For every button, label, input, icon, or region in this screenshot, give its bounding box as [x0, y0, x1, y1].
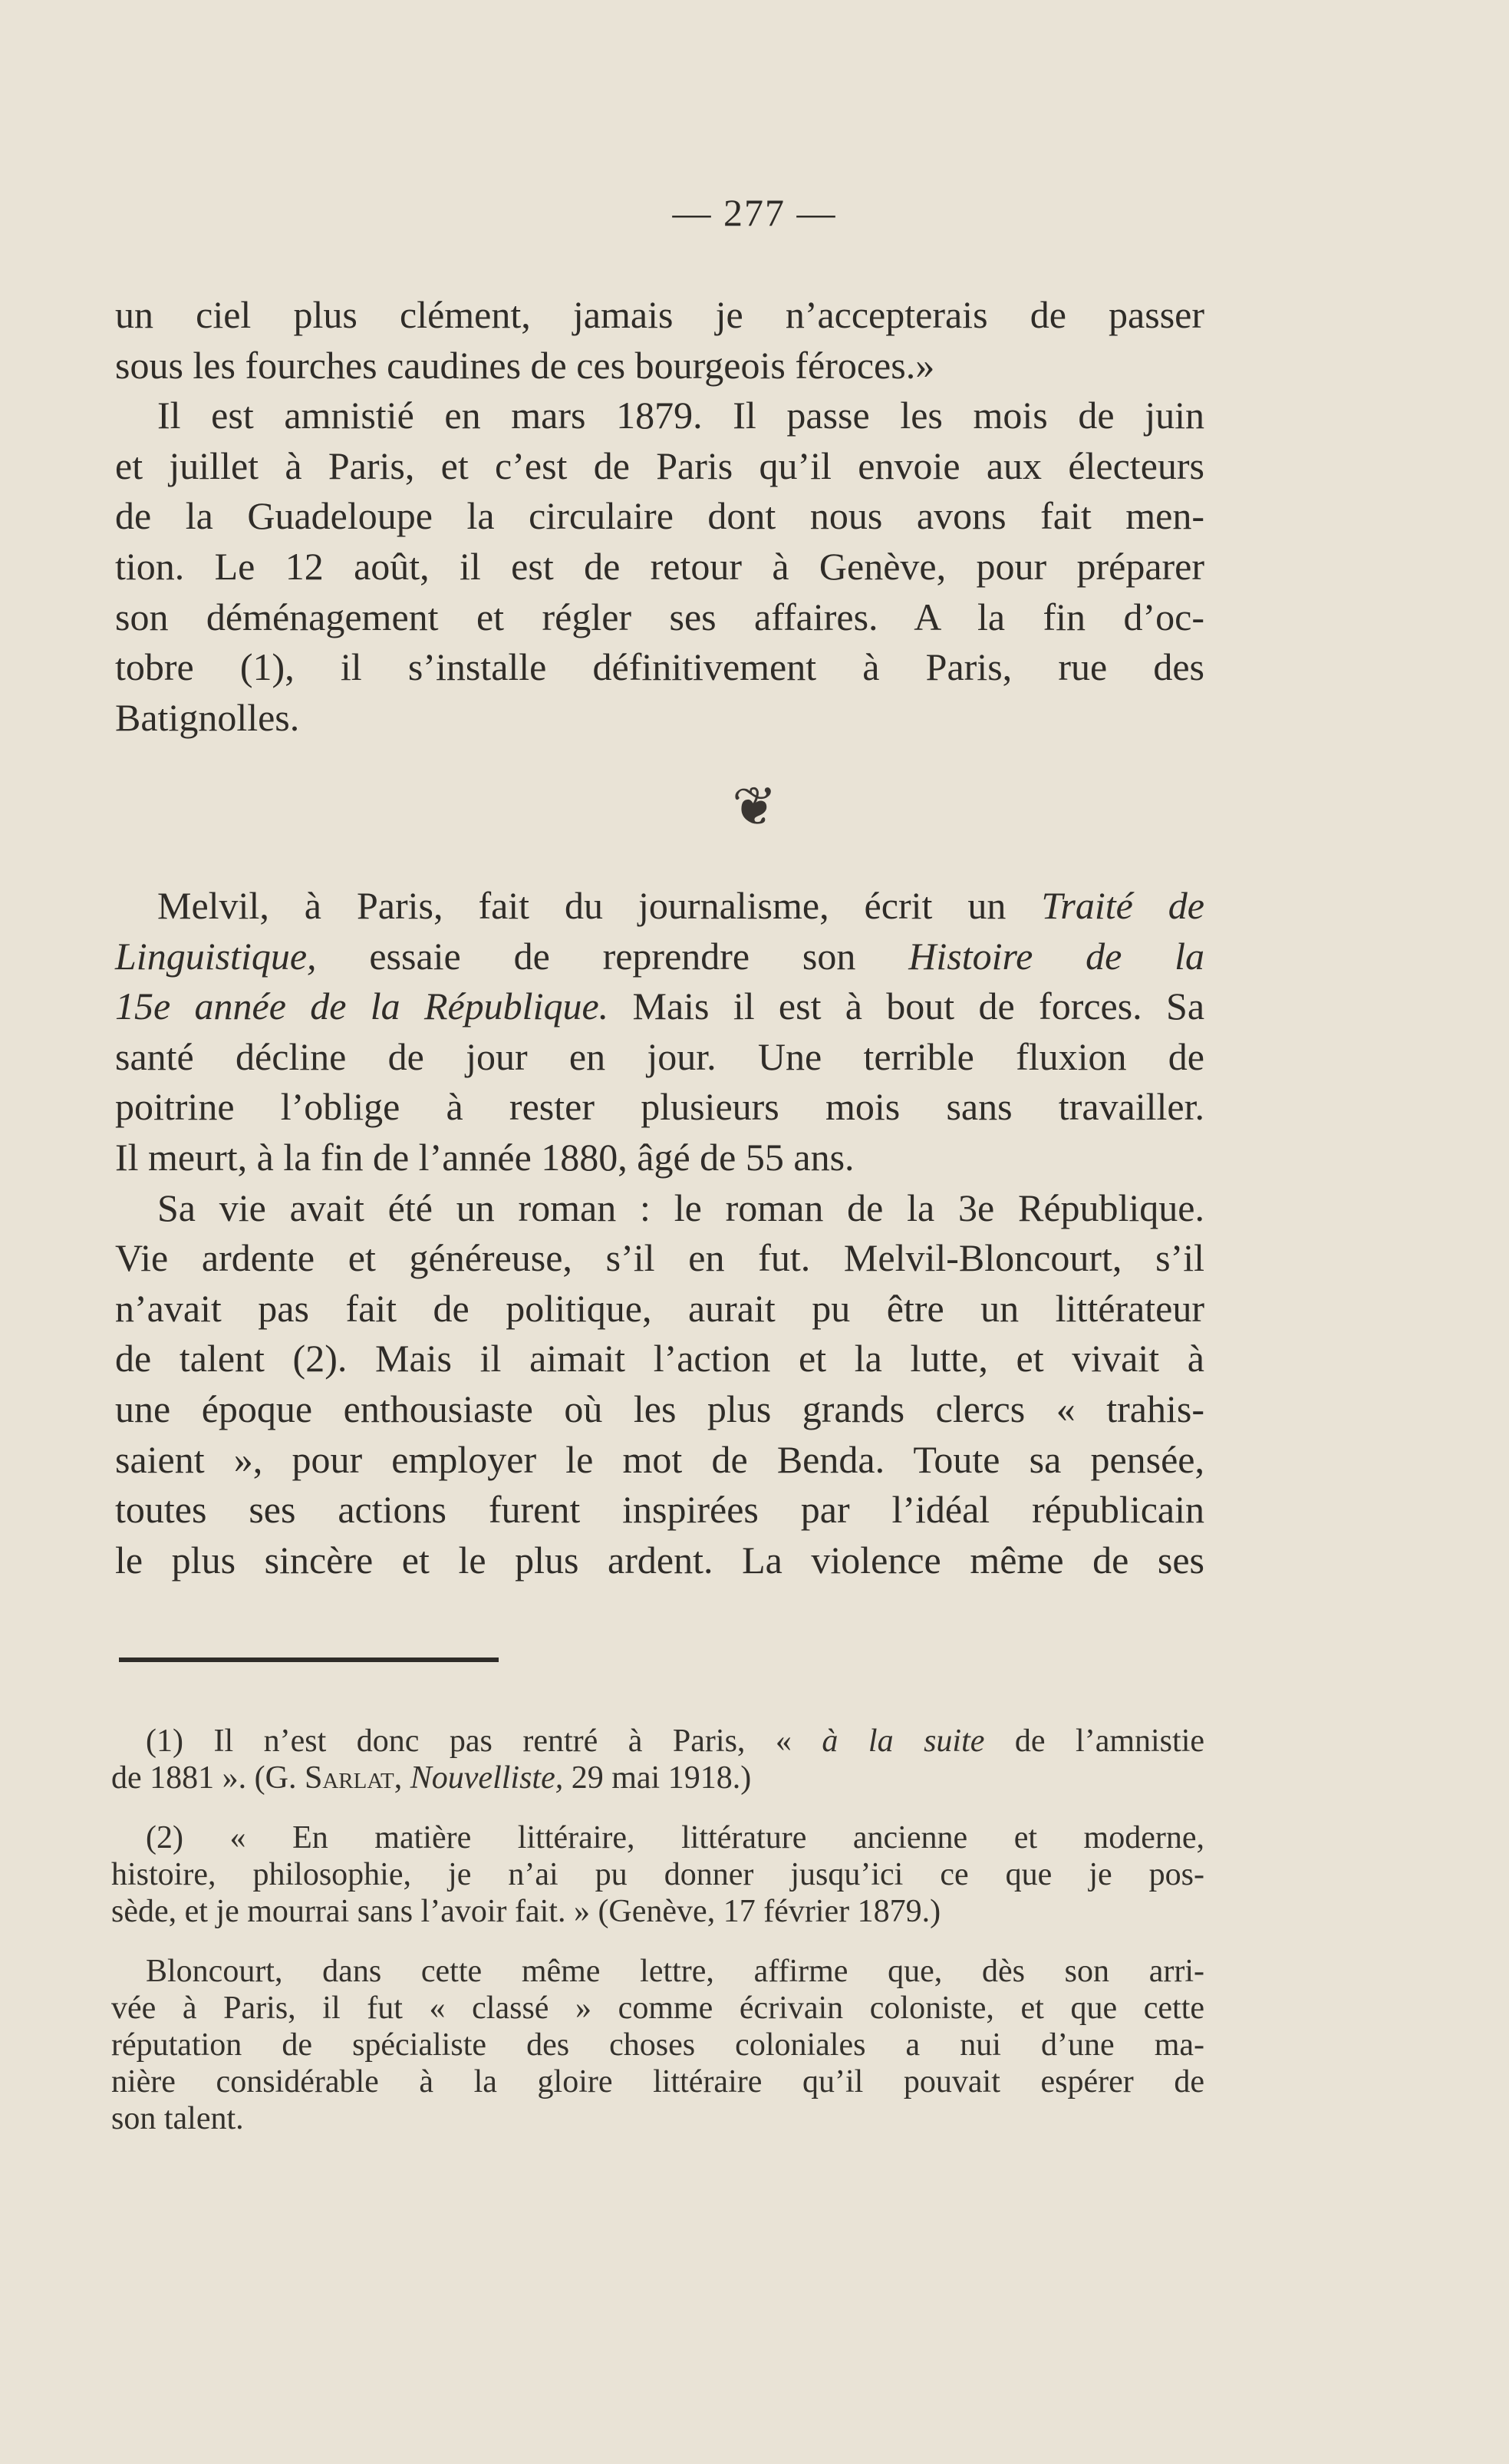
text-line: Bloncourt, dans cette même lettre, affirme que, dès son arri-	[146, 1954, 1204, 1989]
text-line: tion. Le 12 août, il est de retour à Genève, pour préparer	[115, 544, 1204, 588]
footnote-2-continued	[111, 1953, 1204, 2137]
text-line: son déménagement et régler ses affaires. A la fin d’oc-	[115, 595, 1204, 638]
text-line: Il meurt, à la fin de l’année 1880, âgé de 55 ans.	[115, 1135, 855, 1179]
text-line: nière considérable à la gloire littéraire qu’il pouvait espérer de	[111, 2064, 1204, 2100]
text-line: de 1881 ». (G. Sarlat, Nouvelliste, 29 mai 1918.)	[111, 1760, 752, 1796]
text-line: Linguistique, essaie de reprendre son Histoire de la	[115, 934, 1205, 978]
text-line: santé décline de jour en jour. Une terrible fluxion de	[115, 1034, 1204, 1078]
text-line: Melvil, à Paris, fait du journalisme, écrit un Traité de	[157, 884, 1204, 927]
text-line: Sa vie avait été un roman : le roman de la 3e République.	[157, 1186, 1204, 1229]
main-text-top	[115, 290, 1204, 743]
text-line: toutes ses actions furent inspirées par l’idéal républicain	[115, 1488, 1204, 1532]
page-number: — 277 —	[672, 191, 837, 234]
text-line: (2) « En matière littéraire, littérature ancienne et moderne,	[146, 1820, 1204, 1855]
text-line: une époque enthousiaste où les plus grands clercs « trahis-	[115, 1387, 1204, 1430]
footnote-1	[111, 1723, 1204, 1796]
text-line: n’avait pas fait de politique, aurait pu être un littérateur	[115, 1286, 1204, 1330]
text-line: poitrine l’oblige à rester plusieurs mois sans travailler.	[115, 1085, 1204, 1129]
text-line: (1) Il n’est donc pas rentré à Paris, « à la suite de l’amnistie	[146, 1723, 1205, 1759]
text-line: un ciel plus clément, jamais je n’accepterais de passer	[115, 293, 1204, 336]
text-line: sous les fourches caudines de ces bourgeois féroces.»	[115, 343, 935, 387]
text-line: et juillet à Paris, et c’est de Paris qu’il envoie aux électeurs	[115, 444, 1204, 487]
text-line: vée à Paris, il fut « classé » comme écrivain coloniste, et que cette	[111, 1991, 1204, 2026]
text-line: tobre (1), il s’installe définitivement à Paris, rue des	[115, 645, 1204, 689]
footnote-separator	[119, 1658, 499, 1662]
text-line: histoire, philosophie, je n’ai pu donner jusqu’ici ce que je pos-	[111, 1857, 1204, 1892]
text-line: réputation de spécialiste des choses coloniales a nui d’une ma-	[111, 2027, 1204, 2063]
text-line: Batignolles.	[115, 695, 300, 739]
text-line: de talent (2). Mais il aimait l’action et la lutte, et vivait à	[115, 1337, 1204, 1380]
main-text-bottom	[115, 881, 1204, 1585]
fleuron-ornament-icon: ❦	[732, 778, 777, 837]
footnotes	[111, 1723, 1204, 2160]
text-line: sède, et je mourrai sans l’avoir fait. » (Genève, 17 février 1879.)	[111, 1894, 941, 1929]
text-line: de la Guadeloupe la circulaire dont nous avons fait men-	[115, 494, 1204, 538]
text-line: le plus sincère et le plus ardent. La violence même de ses	[115, 1538, 1204, 1582]
footnote-2	[111, 1819, 1204, 1930]
text-line: Il est amnistié en mars 1879. Il passe les mois de juin	[157, 394, 1204, 437]
text-line: saient », pour employer le mot de Benda. Toute sa pensée,	[115, 1437, 1204, 1481]
text-line: son talent.	[111, 2101, 244, 2136]
text-line: 15e année de la République. Mais il est à bout de forces. Sa	[115, 985, 1205, 1028]
text-line: Vie ardente et généreuse, s’il en fut. Melvil-Bloncourt, s’il	[115, 1236, 1204, 1280]
